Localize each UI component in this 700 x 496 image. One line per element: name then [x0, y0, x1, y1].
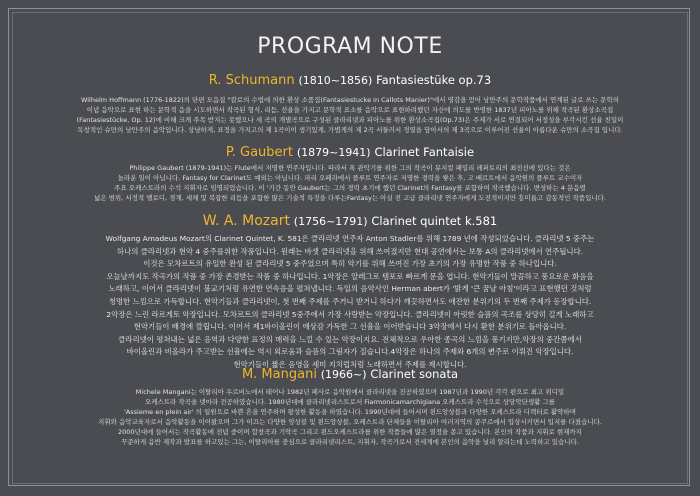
composer-years: (1966~)	[320, 368, 367, 381]
body-line: 놀라운 일이 아닙니다. Fantasy for Clarinet도 예외는 아닙니다. 파리 오페라에서 플루트 연주자로 저명한 경력을 쌓은 후, 고 베르트에서 음악원의 플루트 교수이자	[117, 173, 583, 182]
body-line: 꾸준하게 음반 제작과 발표를 하고있는 그는, 이탈리아를 중심으로 클라리넷리스트, 지휘자, 작곡가로서 전세계에 본인의 음악을 널리 알리는데 노력하고 있습니다.	[121, 437, 579, 446]
work-title: Clarinet quintet k.581	[371, 214, 498, 228]
section-body-schumann	[22, 96, 678, 136]
composer-name: R. Schumann	[208, 73, 295, 88]
composer-years: (1756~1791)	[293, 215, 368, 228]
body-line: 주요 오케스트라의 수석 지휘자로 임명되었습니다. 이 '기간 동안 Gaubert는 그의 경력 초기에 했던 Clarinet의 Fantasy를 포함하여 작곡했습니다. 변성하는 4 분음렬	[114, 183, 586, 192]
work-title: Clarinet sonata	[370, 367, 459, 381]
body-line: 오케스트라 작곡을 넷마라 전공하였습니다. 1980년대에 클라리넷리스트로서 Fiarmonicamarchigiana 오케스트라 수석으로 상당악단생활 그를	[144, 397, 556, 406]
page-title: PROGRAM NOTE	[257, 34, 443, 59]
body-line: 이념 음악으로 표현 하는 문학적 음을 시도하면서 작곡된 형식, 리듬, 선율을 가지고 문학적 요소를 음악으로 표현하려했던 자신에 의도를 반영한 1837년 피아노를 위해 작곡된 환상소곡집	[86, 105, 614, 114]
body-line: 하나의 클라리넷과 현악 4 중주를위한 작품입니다. 원래는 바셋 클라리넷을 위해 쓰여졌지만 현대 공연에서는 보통 A의 클라리넷에서 연주됩니다.	[116, 246, 584, 256]
body-line: 2악장은 느린 라르게토 악장입니다. 모차르트의 클라리넷 5중주에서 가장 사랑받는 악장입니다. 클라리넷이 아릿한 슬픔의 곡조를 상당히 길게 노래하고	[106, 309, 594, 319]
body-line: 'Assieme en plein air' 의 일원으로 바쁜 흔을 연주하며 왕성한 활동을 하였습니다. 1990년대에 들어서며 윈드앙상블과 다양한 오케스트라 디렉터로 활약하며	[124, 407, 576, 416]
body-line: 노래하고, 이어서 클라리넷이 불교기처럼 유연한 연속음을 펼쳐냅니다. 독일의 음악사인 Herman abert가 '밝게 '큰 꿈날 아침'이라고 표현했던 것처럼	[108, 284, 592, 294]
body-line: Wolfgang Amadeus Mozart의 Clarinet Quintet, K. 581은 클라리넷 연주자 Anton Stadler를 위해 1789 년에 작성되었습니다. 클라리넷 5 중주는	[105, 234, 595, 243]
composer-years: (1810~1856)	[298, 74, 373, 87]
body-line: 넓은 범위, 서정적 멜로디, 경계, 섀체 및 복잡한 리듬을 포함한 많은 기술적 특징을 다루는Fantasy는 아실 전 고급 클라리넷 연주자에게 도전적이지만 흥미롭고 감동적인 작품입니다.	[94, 193, 606, 202]
section-heading-mangani	[0, 367, 700, 382]
work-title: Clarinet Fantaisie	[374, 145, 475, 159]
body-line: (Fantasiestücke, Op. 12)에 비해 크게 주목 받지는 못했으나 세 곡의 개별곡으로 구성된 클라리넷과 피아노를 위한 환상소곡집(Op.73)은 주제가 서로 연결되어 서정성을 부각시킨 선율 친밀이	[76, 115, 624, 124]
section-body-gaubert	[22, 164, 678, 204]
body-line: 현악기들이 배경에 깔립니다. 이어서 제1바이올린이 애상감 가득한 그 선율을 이어받습니다 3악장에서 다시 환한 분위기로 돌아옵니다.	[133, 322, 567, 332]
body-line: 오늘날까지도 작곡가의 작품 중 가장 존경받는 작품 중 하나입니다. 1악장은 알레그로 템포로 빠르게 문을 엽니다. 현악기들이 말끔하고 풍요로운 화음을	[106, 271, 594, 281]
section-heading-mozart	[0, 213, 700, 229]
body-line: 독창적인 슈만의 낭만주의 음악입니다. 상냥하게, 표정을 가지고의 제 1곡이이 생기있게, 가볍게의 제 2곡 서둘러서 정열을 담아서의 제 3곡으로 이루어진 선율이 아름다운 슈만의 소곡집 입니다.	[77, 125, 623, 134]
body-line: 청명한 느낌으로 가득합니다. 현악기들과 클라리넷이, 첫 번째 주제를 주거니 받거니 하다가 깨끗하면서도 애잔한 분위기의 두 번째 주제가 등장합니다.	[108, 296, 592, 306]
body-line: 클라리넷이 평쳐내는 넓은 음역과 다양한 표정의 매력을 느낄 수 있는 악장이지요. 전체적으로 우아한 종곡의 느낌을 풍기지만,악장의 중간쯤에서	[118, 334, 582, 344]
body-line: 이것은 모차르트의 유일한 완성 된 클라리넷 5 중주였으며 특히 악기를 위해 쓰여진 가장 초기의 가장 유명한 작품 중 하나입니다.	[143, 259, 557, 269]
body-line: Philippe Gaubert (1879-1941)는 Flute에서 저명한 연주자입니다. 따라서 폭 관악기를 위한 그의 작곡이 뮤지컬 패밀리 레퍼토리의 최전선에 있다는 것은	[129, 164, 571, 172]
section-heading-schumann	[0, 73, 700, 88]
composer-name: P. Gaubert	[225, 145, 293, 160]
work-title: Fantasiestüke op.73	[376, 73, 492, 87]
composer-name: M. Mangani	[241, 367, 317, 382]
section-heading-gaubert	[0, 145, 700, 160]
section-body-mangani	[22, 388, 678, 447]
section-body-mozart	[22, 233, 678, 372]
body-line: Michele Mangani는 이탈리아 우르비노에서 태어나 1982년 페사로 음악원에서 클라리넷을 전공하였으며 1987년과 1990년 각각 편으로 최고 위디밀	[135, 388, 565, 396]
body-line: 지휘와 음악교육자로서 음악활동을 이어왔으며 그가 이끄는 다양한 앙상블 및 윈드앙상블, 오케스트라 단체들을 이탈리아 여러지역의 콩쿠르에서 입상시키면서 입지를 다졌습니다.	[98, 417, 602, 426]
body-line: 2000년대에 들어서는 작곡활동에 전념 중이며 합창곡과 기악곡 그리고 윈드오케스트라를 위한 작품들에 많은 열정을 쏟고 있습니다. 본인의 작품과 지휘로 현재까지	[118, 427, 582, 436]
body-line: Wilhelm Hoffmann (1776-1822)의 단편 모음집 "칼로의 수법에 의한 환상 소품집(Fantasiestucke in Callots Manier)"에서 영감을 얻어 낭만주의 문학작품에서 연계된 글로 쓰는 문학의	[80, 96, 620, 104]
composer-years: (1879~1941)	[296, 146, 371, 159]
body-line: 현악기들이 짧은 음영을 세미 지치럽처럼 노래하면서 주제를 제시합니다.	[233, 359, 467, 369]
body-line: 바이올린과 비올라가 주고받는 선율에는 역시 외로움과 슬픔의 그림자가 질습니다.4악장은 하나의 주제와 6개의 변주로 이뤄진 악장입니다.	[126, 347, 574, 357]
composer-name: W. A. Mozart	[202, 213, 290, 229]
